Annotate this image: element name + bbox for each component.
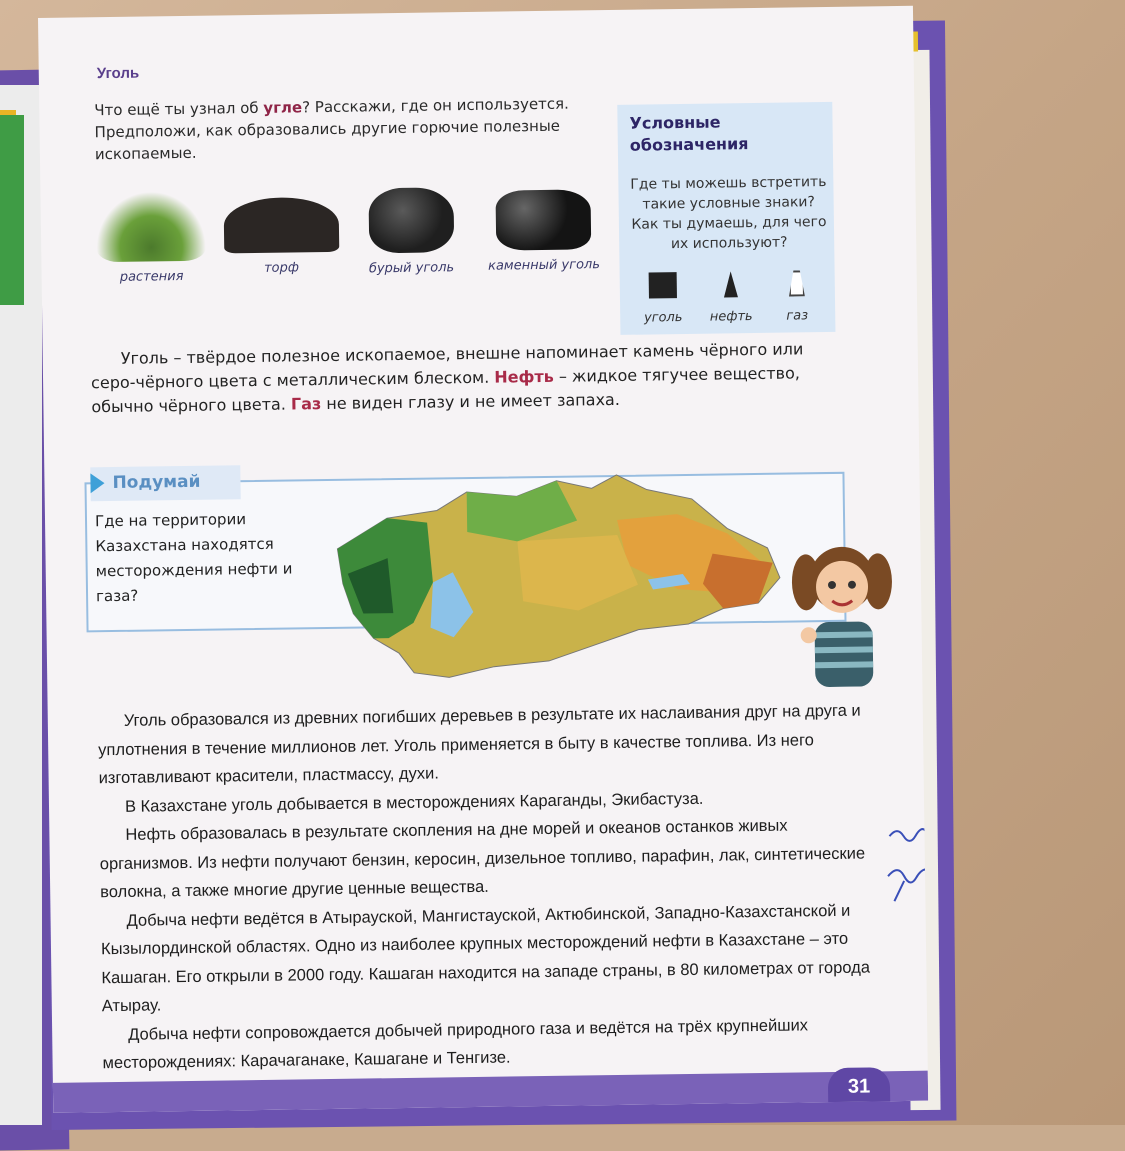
paragraph-gas: Добыча нефти сопровождается добычей природного газа и ведётся на трёх крупнейших месторождениях: Карачаганаке, Кашагане и Тенгизе. — [102, 1015, 809, 1073]
think-label — [90, 465, 240, 501]
legend-title-line2: обозначения — [629, 134, 749, 155]
legend-title — [629, 111, 748, 157]
intro-bold-word: угле — [263, 98, 303, 117]
paragraph-oil-regions: Добыча нефти ведётся в Атырауской, Мангистауской, Актюбинской, Западно-Казахстанской и Кызылординской областях. Одно из наиболее крупных месторождений нефти в Казахстане – это Кашаган. Его открыли в 2000 году. Кашаган находится на западе страны, в 80 километрах от города Атырау. — [100, 901, 871, 1016]
section-title: Уголь — [96, 64, 140, 83]
definition-oil: – жидкое тягучее вещество, обычно чёрного цвета. — [91, 363, 801, 417]
picture-peat — [220, 189, 341, 277]
plants-image — [95, 191, 206, 263]
legend-text: Где ты можешь встретить такие условные знаки? Как ты думаешь, для чего их используют? — [630, 174, 827, 253]
think-label-text: Подумай — [112, 471, 201, 494]
handwritten-note — [879, 815, 928, 926]
paragraph-coal-origin: Уголь образовался из древних погибших деревьев в результате их наслаивания друг на друга и уплотнения в течение миллионов лет. Уголь применяется в быту в качестве топлива. Из него изготавливают красители, пластмассу, духи. — [98, 701, 861, 788]
definition-gas-word: Газ — [290, 394, 322, 414]
kazakhstan-map — [316, 458, 789, 695]
picture-hard-coal — [475, 185, 611, 274]
legend-symbols — [628, 270, 829, 333]
legend-box — [617, 102, 835, 335]
legend-label-oil: нефть — [709, 309, 753, 325]
girl-illustration — [785, 526, 897, 688]
intro-text: Что ещё ты узнал об — [94, 98, 264, 120]
legend-label-coal: уголь — [643, 310, 683, 326]
think-question: Где на территории Казахстана находятся месторождения нефти и газа? — [94, 510, 293, 606]
main-text — [98, 696, 873, 1077]
page-number: 31 — [828, 1067, 891, 1108]
paragraph-oil-origin: Нефть образовалась в результате скопления на дне морей и океанов останков живых организмов. Из нефти получают бензин, керосин, дизельное топливо, парафин, лак, синтетические волокна, а также многие другие ценные вещества. — [99, 816, 866, 902]
caption-peat: торф — [263, 260, 300, 276]
caption-plants: растения — [119, 268, 184, 285]
legend-item-coal — [628, 272, 699, 326]
definition-gas: не виден глазу и не имеет запаха. — [321, 389, 620, 414]
definition-oil-word: Нефть — [494, 366, 554, 387]
hard-coal-image — [495, 189, 591, 250]
caption-brown-coal: бурый уголь — [368, 260, 455, 277]
caption-hard-coal: каменный уголь — [487, 257, 601, 274]
definition-coal: Уголь – твёрдое полезное ископаемое, внешне напоминает камень чёрного или серо-чёрного цвета с металлическим блеском. — [90, 339, 804, 393]
peat-image — [223, 197, 339, 254]
intro-paragraph — [94, 93, 575, 166]
arrow-icon — [90, 473, 104, 493]
definition-paragraph — [91, 337, 852, 420]
left-page-tab-green — [0, 115, 24, 305]
legend-item-gas — [762, 270, 833, 324]
oil-symbol-icon — [724, 271, 738, 297]
legend-title-line1: Условные — [629, 112, 721, 133]
gas-symbol-icon — [789, 270, 805, 296]
legend-label-gas: газ — [786, 308, 809, 324]
brown-coal-image — [368, 187, 454, 253]
legend-item-oil — [696, 271, 767, 325]
textbook-page — [38, 6, 928, 1113]
picture-plants — [90, 191, 211, 286]
coal-symbol-icon — [649, 272, 677, 298]
intro-text-rest: ? Расскажи, где он используется. Предположи, как образовались другие горючие полезные ископаемые. — [94, 94, 570, 164]
think-block — [84, 457, 846, 643]
fossil-pictures — [90, 185, 612, 337]
paragraph-coal-kazakhstan: В Казахстане уголь добывается в месторождениях Караганды, Экибастуза. — [124, 789, 704, 816]
picture-brown-coal — [350, 187, 471, 277]
